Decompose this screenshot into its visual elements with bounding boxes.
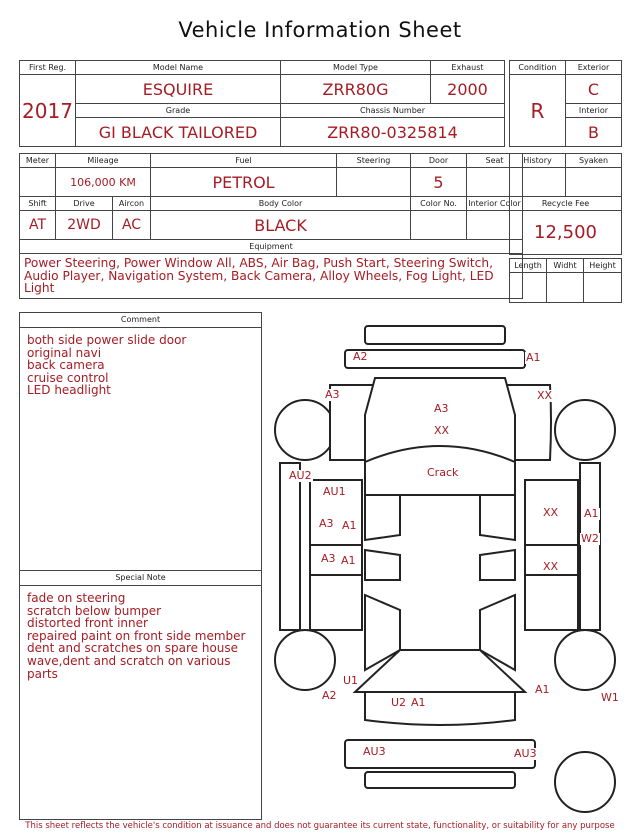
comment-line: LED headlight — [27, 383, 111, 398]
length-value — [510, 273, 547, 303]
damage-windshield: Crack — [427, 466, 459, 479]
history-label: History — [510, 154, 566, 168]
special-note-line: fade on steering — [27, 591, 126, 605]
interior-value: B — [566, 118, 622, 147]
damage-wheel-rear-right: W1 — [601, 691, 619, 704]
height-label: Height — [584, 259, 622, 273]
fuel-value: PETROL — [151, 168, 337, 197]
rear-bumper-bottom — [365, 772, 515, 788]
steering-value — [337, 168, 411, 197]
comment-list — [20, 328, 261, 570]
damage-door-front-right: XX — [543, 506, 559, 519]
steering-label: Steering — [337, 154, 411, 168]
damage-front-right: A1 — [526, 351, 541, 364]
condition-table — [509, 60, 622, 147]
drive-value: 2WD — [56, 211, 113, 240]
damage-hood-1: A3 — [434, 402, 449, 415]
equipment-label: Equipment — [20, 240, 523, 254]
special-note-line: dent and scratches on spare house — [27, 641, 239, 656]
page-title: Vehicle Information Sheet — [178, 18, 462, 42]
recycle-fee-value: 12,500 — [510, 211, 622, 255]
wheel-rear-left — [275, 630, 335, 690]
comment-line: cruise control — [27, 370, 109, 385]
color-no-value — [411, 211, 467, 240]
comment-line: back camera — [27, 358, 105, 373]
damage-door-front-left-a: A3 — [319, 517, 334, 530]
shift-value: AT — [20, 211, 56, 240]
special-note-list — [20, 586, 261, 680]
comment-line: both side power slide door — [27, 333, 187, 347]
model-type-value: ZRR80G — [281, 75, 431, 104]
side-doors-right — [525, 480, 578, 630]
special-note-line: scratch below bumper — [27, 603, 162, 618]
mileage-value: 106,000 KM — [56, 168, 151, 197]
exhaust-label: Exhaust — [431, 61, 505, 75]
aircon-value: AC — [113, 211, 151, 240]
color-no-label: Color No. — [411, 197, 467, 211]
front-bumper-top — [365, 326, 505, 344]
special-note-line: repaired paint on front side member — [27, 628, 246, 643]
damage-side-right-2: W2 — [581, 532, 599, 545]
width-label: Widht — [547, 259, 584, 273]
special-note-line: wave,dent and scratch on various parts — [27, 653, 231, 681]
body-color-value: BLACK — [151, 211, 411, 240]
comment-line: original navi — [27, 345, 102, 360]
model-name-value: ESQUIRE — [76, 75, 281, 104]
damage-fender-front-right: XX — [537, 389, 553, 402]
comment-header: Comment — [20, 313, 261, 328]
pillar-right-lower — [480, 550, 515, 580]
door-value: 5 — [411, 168, 467, 197]
meter-label: Meter — [20, 154, 56, 168]
model-name-label: Model Name — [76, 61, 281, 75]
damage-pillar-left: AU2 — [289, 469, 312, 482]
special-note-line: distorted front inner — [27, 616, 148, 631]
meter-value — [20, 168, 56, 197]
length-label: Length — [510, 259, 547, 273]
damage-door-front-left-b: A1 — [342, 519, 357, 532]
condition-label: Condition — [510, 61, 566, 75]
chassis-value: ZRR80-0325814 — [281, 118, 505, 147]
door-window-left — [365, 495, 400, 540]
height-value — [584, 273, 622, 303]
notes-panel — [19, 312, 262, 820]
exhaust-value: 2000 — [431, 75, 505, 104]
wheel-front-left — [275, 400, 335, 460]
door-label: Door — [411, 154, 467, 168]
wheel-rear-right — [555, 630, 615, 690]
damage-bumper-rear-left: AU3 — [363, 745, 386, 758]
wheel-front-right — [555, 400, 615, 460]
damage-rear-left-u: U1 — [343, 674, 359, 687]
interior-label: Interior — [566, 104, 622, 118]
exterior-value: C — [566, 75, 622, 104]
vehicle-detail-table — [19, 153, 523, 299]
damage-rear-left-a: A2 — [322, 689, 337, 702]
syaken-label: Syaken — [566, 154, 622, 168]
side-panel-left — [280, 463, 300, 630]
damage-bumper-rear-right: AU3 — [514, 747, 537, 760]
history-table — [509, 153, 622, 255]
front-bumper — [345, 350, 525, 368]
pillar-left-lower — [365, 550, 400, 580]
damage-front-left: A2 — [353, 350, 368, 363]
dimensions-table — [509, 258, 622, 303]
exterior-label: Exterior — [566, 61, 622, 75]
interior-color-label: Interior Color — [467, 197, 523, 211]
history-value — [510, 168, 566, 197]
damage-door-rear-left-b: A1 — [341, 554, 356, 567]
chassis-label: Chassis Number — [281, 104, 505, 118]
damage-tailgate-a: A1 — [411, 696, 426, 709]
equipment-value: Power Steering, Power Window All, ABS, Air Bag, Push Start, Steering Switch, Audio Player, Navigation System, Back Camera, Alloy Wheels, Fog Light, LED Light — [20, 254, 523, 299]
aircon-label: Aircon — [113, 197, 151, 211]
recycle-fee-label: Recycle Fee — [510, 197, 622, 211]
spare-wheel — [555, 752, 615, 812]
drive-label: Drive — [56, 197, 113, 211]
model-type-label: Model Type — [281, 61, 431, 75]
damage-tailgate-u: U2 — [391, 696, 407, 709]
damage-side-right-1: A1 — [584, 507, 599, 520]
special-note-header: Special Note — [20, 570, 261, 586]
mileage-label: Mileage — [56, 154, 151, 168]
first-reg-label: First Reg. — [20, 61, 76, 75]
shift-label: Shift — [20, 197, 56, 211]
side-panel-right — [580, 463, 600, 630]
grade-value: GI BLACK TAILORED — [76, 118, 281, 147]
disclaimer-footer: This sheet reflects the vehicle's condition at issuance and does not guarantee its current state, functionality, or suitability for any purpose — [25, 821, 615, 831]
fuel-label: Fuel — [151, 154, 337, 168]
seat-label: Seat — [467, 154, 523, 168]
vehicle-basic-table — [19, 60, 505, 147]
condition-value: R — [510, 75, 566, 147]
damage-fender-front-left: A3 — [325, 388, 340, 401]
damage-door-rear-left-a: A3 — [321, 552, 336, 565]
damage-rear-right: A1 — [535, 683, 550, 696]
width-value — [547, 273, 584, 303]
first-reg-value: 2017 — [20, 75, 76, 147]
damage-door-front-left-top: AU1 — [323, 485, 346, 498]
damage-door-rear-right: XX — [543, 560, 559, 573]
grade-label: Grade — [76, 104, 281, 118]
door-window-right — [480, 495, 515, 540]
damage-hood-2: XX — [434, 424, 450, 437]
body-color-label: Body Color — [151, 197, 411, 211]
syaken-value — [566, 168, 622, 197]
tailgate — [365, 692, 515, 725]
